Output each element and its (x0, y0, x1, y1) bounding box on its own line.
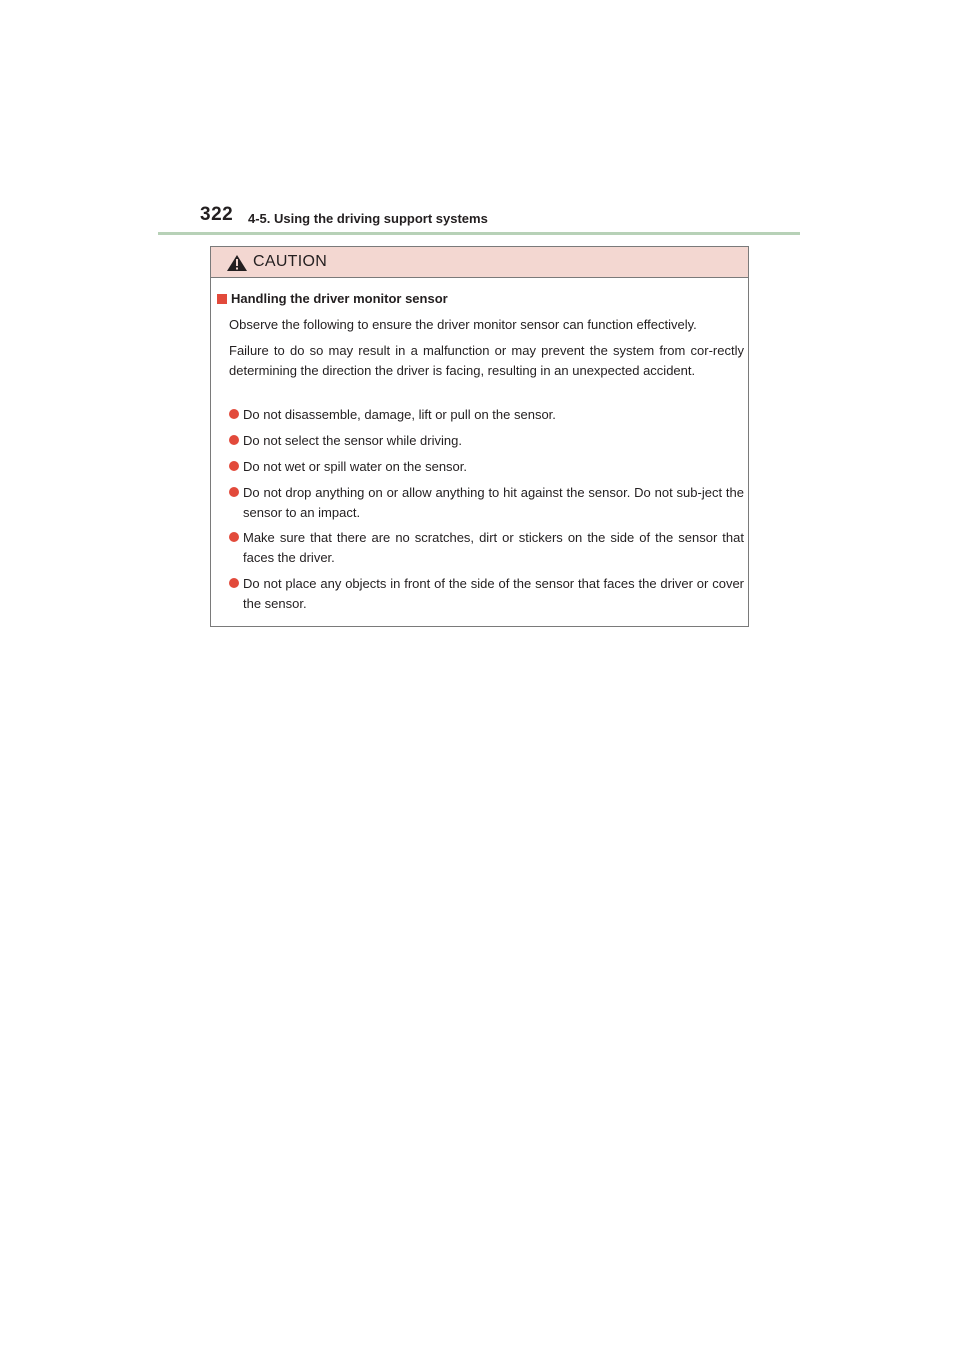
section-title: 4-5. Using the driving support systems (248, 211, 488, 226)
caution-title: CAUTION (253, 253, 328, 270)
list-item (229, 457, 744, 477)
list-item-text: Do not place any objects in front of the side of the sensor that faces the driver or cover the sensor. (243, 576, 744, 611)
caution-intro: Observe the following to ensure the driver monitor sensor can function effectively. (229, 317, 697, 332)
list-item-text: Do not wet or spill water on the sensor. (243, 459, 468, 474)
caution-heading-text: Handling the driver monitor sensor (231, 291, 448, 306)
bullet-dot-icon (229, 461, 239, 471)
bullet-dot-icon (229, 487, 239, 497)
square-bullet-icon (217, 294, 227, 304)
bullet-dot-icon (229, 409, 239, 419)
bullet-dot-icon (229, 435, 239, 445)
list-item-text: Do not select the sensor while driving. (243, 433, 462, 448)
bullet-dot-icon (229, 532, 239, 542)
caution-box (210, 246, 749, 627)
list-item-text: Do not disassemble, damage, lift or pull on the sensor. (243, 407, 556, 422)
caution-header (211, 247, 748, 278)
list-item (229, 528, 744, 567)
caution-body (211, 277, 748, 626)
caution-heading (217, 289, 448, 309)
caution-warning: Failure to do so may result in a malfunction or may prevent the system from cor-rectly determining the direction the driver is facing, resulting in an unexpected accident. (229, 343, 744, 378)
list-item (229, 405, 744, 425)
page-header (200, 204, 800, 230)
page-number: 322 (200, 204, 234, 225)
warning-triangle-icon (227, 255, 247, 271)
list-item-text: Do not drop anything on or allow anything to hit against the sensor. Do not sub-ject the sensor to an impact. (243, 485, 744, 520)
list-item (229, 431, 744, 451)
list-item (229, 483, 744, 522)
header-rule (158, 232, 800, 235)
list-item-text: Make sure that there are no scratches, dirt or stickers on the side of the sensor that faces the driver. (243, 530, 744, 565)
list-item (229, 574, 744, 613)
bullet-dot-icon (229, 578, 239, 588)
